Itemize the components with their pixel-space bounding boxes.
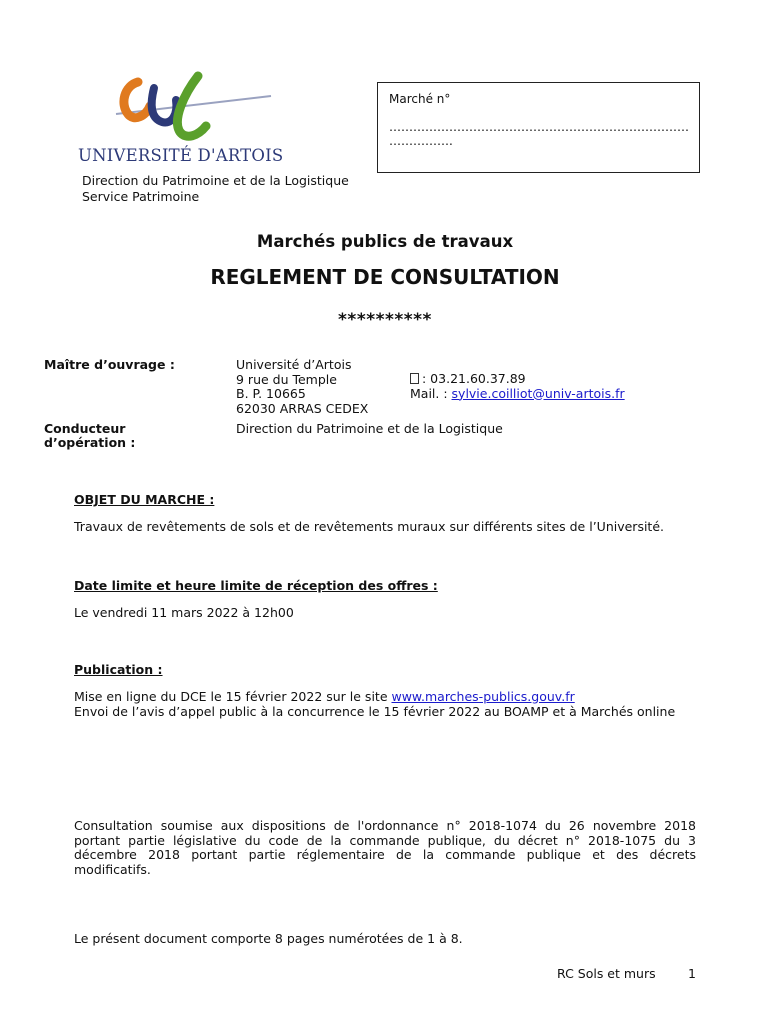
consultation-paragraph: Consultation soumise aux dispositions de l'ordonnance n° 2018-1074 du 26 novembre 2018 portant partie législative du code de la commande publique, du décret n° 2018-1075 du 3 décembre 2018 portant partie réglementaire de la commande publique et des décrets modificatifs. bbox=[74, 818, 696, 877]
phone-line bbox=[410, 372, 625, 387]
university-logo bbox=[76, 70, 284, 170]
publication-prefix: Mise en ligne du DCE le 15 février 2022 sur le site bbox=[74, 689, 392, 704]
department-name: Direction du Patrimoine et de la Logistique bbox=[82, 173, 349, 188]
date-limite-heading: Date limite et heure limite de réception des offres : bbox=[74, 578, 438, 593]
conducteur-label-line2: d’opération : bbox=[44, 435, 136, 450]
footer-page-number: 1 bbox=[688, 966, 696, 981]
marche-dots-line1: ………………………………………………………………… bbox=[389, 120, 689, 134]
footer-doc-name: RC Sols et murs bbox=[557, 966, 656, 981]
document-title: REGLEMENT DE CONSULTATION bbox=[210, 265, 560, 289]
contact-block bbox=[410, 372, 625, 401]
stars-separator: ********** bbox=[338, 310, 432, 330]
address-line: 62030 ARRAS CEDEX bbox=[236, 400, 369, 416]
date-limite-text: Le vendredi 11 mars 2022 à 12h00 bbox=[74, 605, 294, 620]
maitre-ouvrage-label: Maître d’ouvrage : bbox=[44, 357, 175, 372]
objet-heading: OBJET DU MARCHE : bbox=[74, 492, 215, 507]
address-line: 9 rue du Temple bbox=[236, 371, 337, 387]
publication-line2: Envoi de l’avis d’appel public à la concurrence le 15 février 2022 au BOAMP et à Marchés online bbox=[74, 703, 676, 719]
phone-icon bbox=[410, 373, 419, 384]
department-block bbox=[82, 173, 349, 205]
maitre-ouvrage-address bbox=[236, 358, 368, 416]
service-name: Service Patrimoine bbox=[82, 189, 200, 204]
pages-note: Le présent document comporte 8 pages numérotées de 1 à 8. bbox=[74, 931, 463, 946]
marche-dots-line2: ……………. bbox=[389, 134, 453, 148]
mail-link[interactable]: sylvie.coilliot@univ-artois.fr bbox=[451, 385, 625, 401]
conducteur-label-line1: Conducteur bbox=[44, 421, 126, 436]
publication-line1 bbox=[74, 690, 675, 705]
marches-publics-link[interactable]: www.marches-publics.gouv.fr bbox=[391, 689, 575, 704]
address-line: Université d’Artois bbox=[236, 357, 352, 372]
objet-text: Travaux de revêtements de sols et de revêtements muraux sur différents sites de l’Université. bbox=[74, 519, 664, 534]
logo-text: UNIVERSITÉ D'ARTOIS bbox=[78, 146, 284, 165]
conducteur-label bbox=[44, 422, 135, 450]
marche-label: Marché n° bbox=[389, 92, 451, 106]
mail-label: Mail. : bbox=[410, 385, 452, 401]
publication-heading: Publication : bbox=[74, 662, 163, 677]
logo-mark-icon bbox=[76, 70, 276, 145]
document-subtitle: Marchés publics de travaux bbox=[256, 232, 514, 251]
address-line: B. P. 10665 bbox=[236, 386, 306, 401]
mail-line bbox=[410, 387, 625, 402]
conducteur-value: Direction du Patrimoine et de la Logistique bbox=[236, 421, 503, 436]
publication-text bbox=[74, 690, 675, 719]
marche-number-box bbox=[377, 82, 700, 173]
phone-number: : 03.21.60.37.89 bbox=[422, 371, 526, 386]
